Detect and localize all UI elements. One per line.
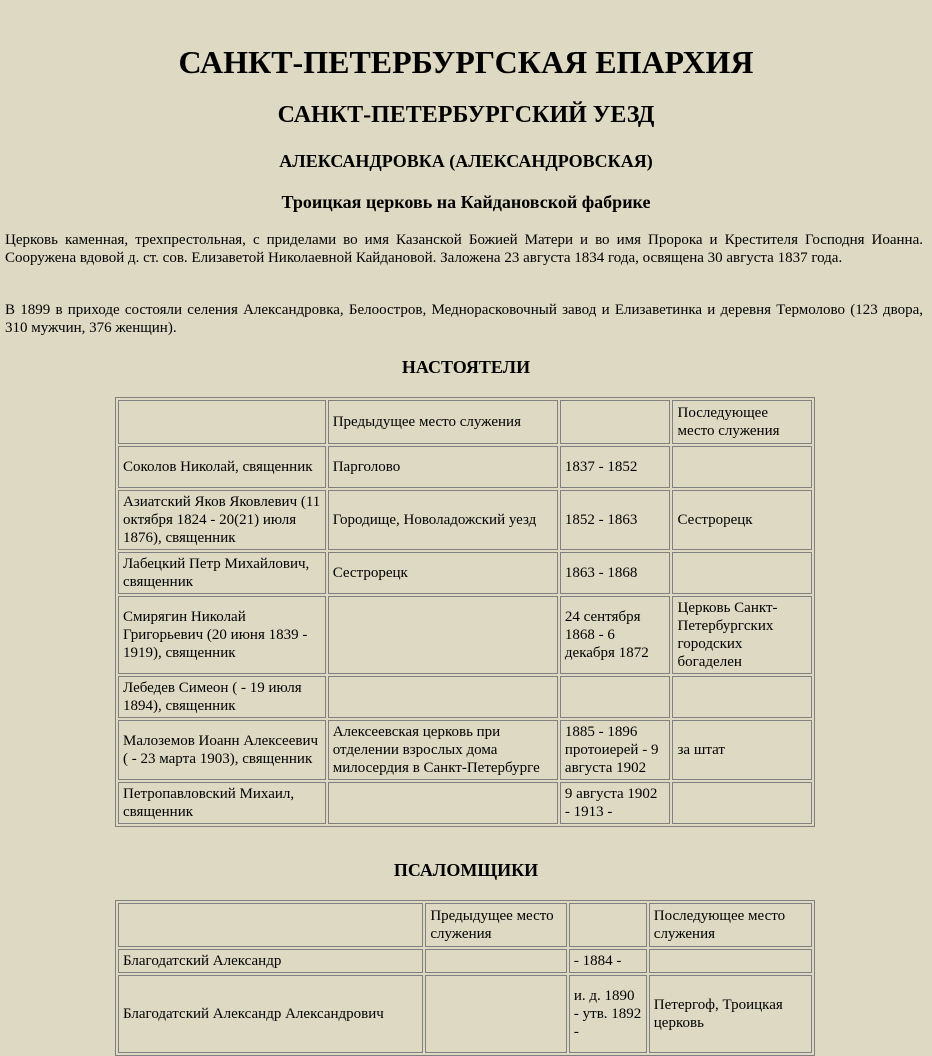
table-row: [118, 552, 812, 594]
table-cell: [425, 949, 567, 973]
table-cell: Церковь Санкт-Петербургских городских богаделен: [672, 596, 812, 674]
table-row: [118, 975, 812, 1053]
table-cell: Алексеевская церковь при отделении взрослых дома милосердия в Санкт-Петербурге: [328, 720, 558, 780]
table-row: [118, 446, 812, 488]
table-cell: Парголово: [328, 446, 558, 488]
table-cell: [328, 782, 558, 824]
psalmists-table: [115, 900, 815, 1056]
table-row: [118, 720, 812, 780]
table-cell: 1885 - 1896 протоиерей - 9 августа 1902: [560, 720, 671, 780]
rectors-table: [115, 397, 815, 827]
table-cell: 1863 - 1868: [560, 552, 671, 594]
eparchy-title: САНКТ-ПЕТЕРБУРГСКАЯ ЕПАРХИЯ: [178, 44, 754, 80]
table-cell: [672, 782, 812, 824]
table-cell: [672, 446, 812, 488]
header-cell: [118, 400, 326, 444]
header-cell: Последующее место служения: [649, 903, 812, 947]
table-header-row: [118, 903, 812, 947]
table-row: [118, 782, 812, 824]
table-cell: за штат: [672, 720, 812, 780]
table-cell: Петергоф, Троицкая церковь: [649, 975, 812, 1053]
table-cell: Благодатский Александр: [118, 949, 423, 973]
table-cell: [328, 676, 558, 718]
table-cell: Смирягин Николай Григорьевич (20 июня 1839 - 1919), священник: [118, 596, 326, 674]
table-cell: 1837 - 1852: [560, 446, 671, 488]
table-cell: 9 августа 1902 - 1913 -: [560, 782, 671, 824]
table-cell: Городище, Новоладожский уезд: [328, 490, 558, 550]
header-cell: Предыдущее место служения: [328, 400, 558, 444]
table-cell: Сестрорецк: [328, 552, 558, 594]
table-cell: Сестрорецк: [672, 490, 812, 550]
table-cell: [672, 552, 812, 594]
header-cell: [560, 400, 671, 444]
table-row: [118, 949, 812, 973]
table-cell: Благодатский Александр Александрович: [118, 975, 423, 1053]
table-header-row: [118, 400, 812, 444]
header-cell: [569, 903, 647, 947]
table-cell: - 1884 -: [569, 949, 647, 973]
psalmists-heading: ПСАЛОМЩИКИ: [393, 860, 539, 880]
parish-description: В 1899 в приходе состояли селения Александровка, Белоостров, Меднорасковочный завод и Елизаветинка и деревня Термолово (123 двора, 310 мужчин, 376 женщин).: [5, 302, 923, 336]
village-title: АЛЕКСАНДРОВКА (АЛЕКСАНДРОВСКАЯ): [279, 151, 653, 171]
table-cell: [328, 596, 558, 674]
table-cell: [425, 975, 567, 1053]
rectors-heading: НАСТОЯТЕЛИ: [401, 357, 531, 377]
table-row: [118, 596, 812, 674]
header-cell: [118, 903, 423, 947]
church-description: Церковь каменная, трехпрестольная, с приделами во имя Казанской Божией Матери и во имя Пророка и Крестителя Господня Иоанна. Сооружена вдовой д. ст. сов. Елизаветой Николаевной Кайдановой. Заложена 23 августа 1834 года, освящена 30 августа 1837 года.: [5, 232, 923, 266]
uezd-title: САНКТ-ПЕТЕРБУРГСКИЙ УЕЗД: [277, 102, 655, 128]
table-cell: 24 сентября 1868 - 6 декабря 1872: [560, 596, 671, 674]
table-cell: Соколов Николай, священник: [118, 446, 326, 488]
table-row: [118, 490, 812, 550]
header-cell: Последующее место служения: [672, 400, 812, 444]
table-cell: и. д. 1890 - утв. 1892 -: [569, 975, 647, 1053]
header-cell: Предыдущее место служения: [425, 903, 567, 947]
table-cell: [560, 676, 671, 718]
table-cell: [649, 949, 812, 973]
table-cell: Лебедев Симеон ( - 19 июля 1894), священник: [118, 676, 326, 718]
table-cell: Лабецкий Петр Михайлович, священник: [118, 552, 326, 594]
table-cell: Малоземов Иоанн Алексеевич ( - 23 марта 1903), священник: [118, 720, 326, 780]
table-cell: Петропавловский Михаил, священник: [118, 782, 326, 824]
table-cell: [672, 676, 812, 718]
table-cell: Азиатский Яков Яковлевич (11 октября 1824 - 20(21) июля 1876), священник: [118, 490, 326, 550]
church-title: Троицкая церковь на Кайдановской фабрике: [281, 192, 651, 212]
table-row: [118, 676, 812, 718]
table-cell: 1852 - 1863: [560, 490, 671, 550]
